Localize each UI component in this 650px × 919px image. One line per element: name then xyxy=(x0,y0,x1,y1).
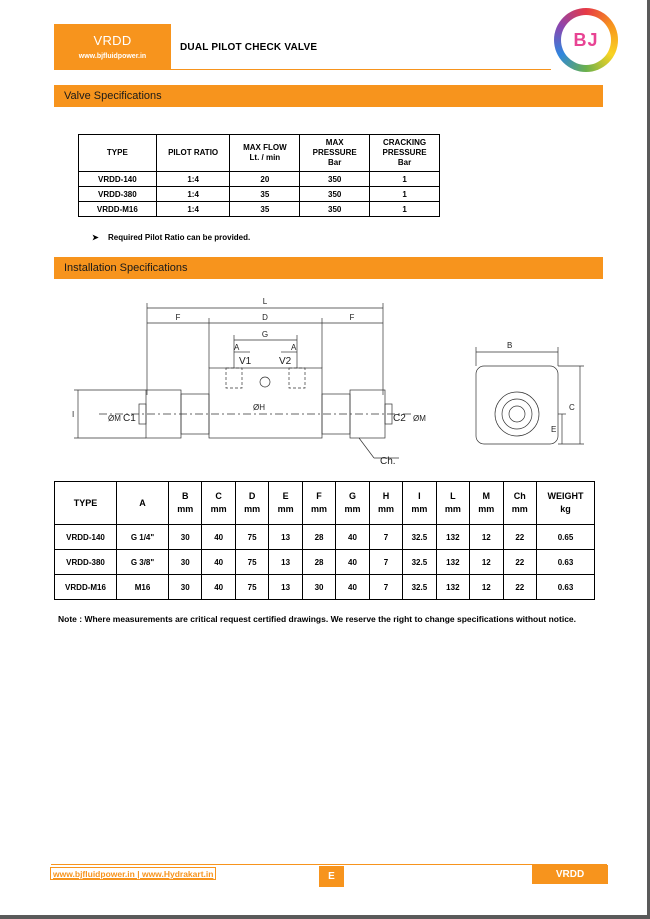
cell-f: 28 xyxy=(302,525,335,550)
dim-label-F-right: F xyxy=(349,313,355,322)
port-label-V1: V1 xyxy=(239,356,252,367)
col-header-e: E mm xyxy=(269,482,302,525)
footer-website-links[interactable]: www.bjfluidpower.in | www.Hydrakart.in xyxy=(50,867,216,880)
dim-label-B: B xyxy=(507,341,513,350)
cell-e: 13 xyxy=(269,575,302,600)
technical-drawing xyxy=(54,290,603,470)
cell-type: VRDD-140 xyxy=(79,172,157,187)
table-header-row xyxy=(55,482,595,525)
cell-pilot-ratio: 1:4 xyxy=(156,187,230,202)
page-shadow-bottom xyxy=(0,915,650,919)
table-row xyxy=(79,202,440,217)
cell-max-pressure: 350 xyxy=(300,187,370,202)
cell-ch: 22 xyxy=(503,550,536,575)
cell-d: 75 xyxy=(235,550,268,575)
cell-h: 7 xyxy=(369,525,402,550)
cell-l: 132 xyxy=(436,525,469,550)
valve-spec-table xyxy=(78,134,440,217)
footer-page-letter: E xyxy=(319,866,344,887)
dim-label-A-left: A xyxy=(234,343,240,352)
company-logo xyxy=(554,8,618,72)
col-header-l: L mm xyxy=(436,482,469,525)
brand-website[interactable]: www.bjfluidpower.in xyxy=(78,53,147,60)
cell-weight: 0.63 xyxy=(537,575,595,600)
col-header-ch: Ch mm xyxy=(503,482,536,525)
footer-product-code: VRDD xyxy=(532,865,608,884)
cell-i: 32.5 xyxy=(403,550,436,575)
dim-label-A-right: A xyxy=(291,343,297,352)
cell-c: 40 xyxy=(202,525,235,550)
cell-pilot-ratio: 1:4 xyxy=(156,172,230,187)
cell-b: 30 xyxy=(169,525,202,550)
arrow-bullet-icon: ➤ xyxy=(92,233,99,242)
col-header-type: TYPE xyxy=(55,482,117,525)
valve-drawing-svg xyxy=(54,290,603,470)
col-header-max-flow: MAX FLOW Lt. / min xyxy=(230,135,300,172)
dim-label-H: ØH xyxy=(253,403,265,412)
cell-max-pressure: 350 xyxy=(300,172,370,187)
cell-ch: 22 xyxy=(503,525,536,550)
cell-b: 30 xyxy=(169,575,202,600)
cell-h: 7 xyxy=(369,575,402,600)
cell-weight: 0.63 xyxy=(537,550,595,575)
table-row xyxy=(55,575,595,600)
disclaimer-note: Note : Where measurements are critical request certified drawings. We reserve the right to change specifications without notice. xyxy=(58,614,577,624)
cell-weight: 0.65 xyxy=(537,525,595,550)
col-header-c: C mm xyxy=(202,482,235,525)
cell-e: 13 xyxy=(269,525,302,550)
cell-max-flow: 35 xyxy=(230,187,300,202)
dim-label-L: L xyxy=(262,297,268,306)
cell-max-pressure: 350 xyxy=(300,202,370,217)
document-title: DUAL PILOT CHECK VALVE xyxy=(180,42,318,53)
cell-max-flow: 20 xyxy=(230,172,300,187)
cell-l: 132 xyxy=(436,575,469,600)
cell-g: 40 xyxy=(336,575,369,600)
cell-f: 30 xyxy=(302,575,335,600)
header-divider xyxy=(54,69,551,70)
col-header-max-pressure: MAX PRESSURE Bar xyxy=(300,135,370,172)
port-label-V2: V2 xyxy=(279,356,292,367)
cell-type: VRDD-380 xyxy=(55,550,117,575)
cell-b: 30 xyxy=(169,550,202,575)
cell-i: 32.5 xyxy=(403,575,436,600)
cell-type: VRDD-M16 xyxy=(55,575,117,600)
dim-label-C: C xyxy=(569,403,575,412)
cell-l: 132 xyxy=(436,550,469,575)
dim-label-Ch: Ch. xyxy=(380,456,396,467)
footer-divider xyxy=(51,864,607,865)
cell-type: VRDD-380 xyxy=(79,187,157,202)
col-header-f: F mm xyxy=(302,482,335,525)
cell-d: 75 xyxy=(235,525,268,550)
col-header-m: M mm xyxy=(470,482,503,525)
col-header-type: TYPE xyxy=(79,135,157,172)
cell-type: VRDD-140 xyxy=(55,525,117,550)
port-label-C1: C1 xyxy=(123,413,136,424)
dimension-table xyxy=(54,481,595,600)
cell-m: 12 xyxy=(470,550,503,575)
cell-max-flow: 35 xyxy=(230,202,300,217)
dim-label-M-right: ØM xyxy=(413,414,426,423)
cell-cracking-pressure: 1 xyxy=(370,187,440,202)
logo-text: BJ xyxy=(573,29,599,50)
pilot-ratio-note xyxy=(92,233,250,242)
cell-e: 13 xyxy=(269,550,302,575)
col-header-a: A xyxy=(117,482,169,525)
col-header-b: B mm xyxy=(169,482,202,525)
table-row xyxy=(79,172,440,187)
cell-c: 40 xyxy=(202,550,235,575)
cell-m: 12 xyxy=(470,575,503,600)
brand-box xyxy=(54,24,171,70)
col-header-g: G mm xyxy=(336,482,369,525)
table-row xyxy=(79,187,440,202)
port-label-C2: C2 xyxy=(393,413,406,424)
cell-g: 40 xyxy=(336,525,369,550)
cell-f: 28 xyxy=(302,550,335,575)
cell-cracking-pressure: 1 xyxy=(370,172,440,187)
col-header-cracking-pressure: CRACKING PRESSURE Bar xyxy=(370,135,440,172)
dim-label-D: D xyxy=(262,313,268,322)
cell-i: 32.5 xyxy=(403,525,436,550)
cell-a: G 1/4" xyxy=(117,525,169,550)
cell-ch: 22 xyxy=(503,575,536,600)
brand-code: VRDD xyxy=(93,33,132,48)
col-header-pilot-ratio: PILOT RATIO xyxy=(156,135,230,172)
cell-m: 12 xyxy=(470,525,503,550)
table-row xyxy=(55,525,595,550)
cell-g: 40 xyxy=(336,550,369,575)
cell-cracking-pressure: 1 xyxy=(370,202,440,217)
table-header-row xyxy=(79,135,440,172)
table-row xyxy=(55,550,595,575)
dim-label-E: E xyxy=(551,425,557,434)
pilot-note-text: Required Pilot Ratio can be provided. xyxy=(108,233,251,242)
col-header-h: H mm xyxy=(369,482,402,525)
cell-type: VRDD-M16 xyxy=(79,202,157,217)
cell-a: G 3/8" xyxy=(117,550,169,575)
col-header-weight: WEIGHT kg xyxy=(537,482,595,525)
dim-label-I: I xyxy=(72,410,75,419)
cell-c: 40 xyxy=(202,575,235,600)
section-valve-specifications: Valve Specifications xyxy=(54,85,603,107)
dim-label-F-left: F xyxy=(175,313,181,322)
col-header-i: I mm xyxy=(403,482,436,525)
cell-h: 7 xyxy=(369,550,402,575)
dim-label-G: G xyxy=(261,330,269,339)
cell-pilot-ratio: 1:4 xyxy=(156,202,230,217)
section-installation-specifications: Installation Specifications xyxy=(54,257,603,279)
col-header-d: D mm xyxy=(235,482,268,525)
dim-label-M-left: ØM xyxy=(108,414,121,423)
cell-a: M16 xyxy=(117,575,169,600)
cell-d: 75 xyxy=(235,575,268,600)
